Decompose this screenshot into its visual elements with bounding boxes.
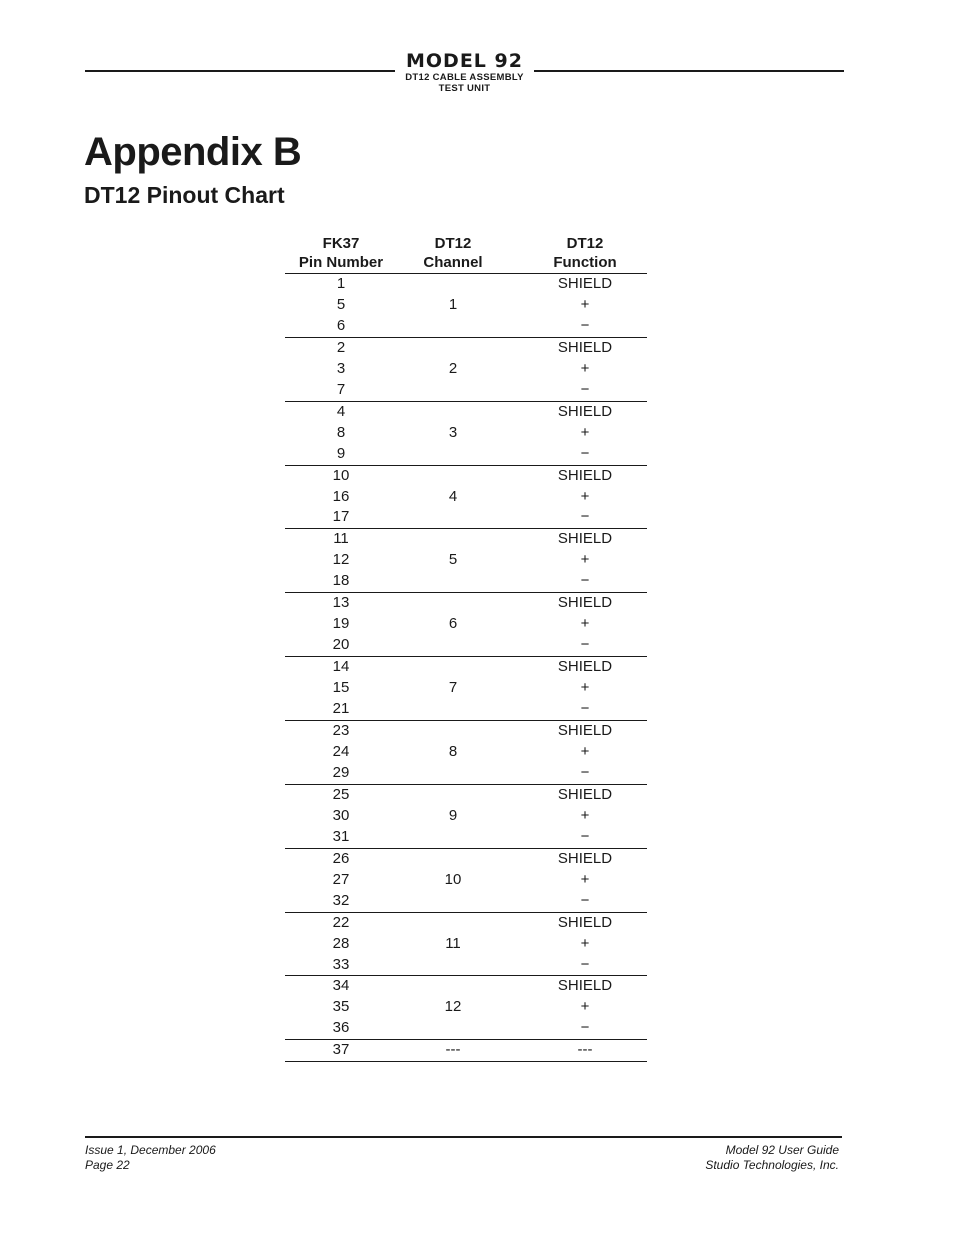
table-row: [285, 614, 647, 635]
channel-cell: [397, 444, 509, 465]
channel-cell: 11: [445, 934, 461, 952]
channel-cell: [397, 976, 509, 997]
pin-number-cell: 28: [332, 934, 350, 952]
table-row: [285, 550, 647, 571]
table-row: [285, 316, 647, 337]
channel-cell: ---: [397, 1040, 509, 1062]
table-row: [285, 507, 647, 528]
channel-cell: 10: [444, 870, 462, 888]
table-row: [285, 465, 647, 486]
channel-cell: 6: [448, 615, 458, 633]
column-header-function: [509, 232, 647, 274]
channel-cell: 5: [448, 551, 458, 569]
channel-cell: [397, 529, 509, 550]
function-cell: +: [580, 998, 590, 1016]
pin-number-cell: 20: [285, 635, 397, 656]
function-cell: −: [509, 955, 647, 976]
function-cell: −: [509, 507, 647, 528]
function-cell: +: [580, 295, 590, 313]
channel-cell: [397, 465, 509, 486]
function-cell: −: [509, 763, 647, 784]
page-title: Appendix B: [84, 130, 302, 174]
table-row: [285, 678, 647, 699]
function-cell: SHIELD: [557, 466, 613, 484]
function-cell: SHIELD: [557, 977, 613, 995]
pin-number-cell: 32: [285, 891, 397, 912]
channel-cell: [397, 912, 509, 933]
pin-number-cell: 33: [285, 955, 397, 976]
function-cell: SHIELD: [557, 849, 613, 867]
function-cell: +: [580, 423, 590, 441]
function-cell: +: [580, 742, 590, 760]
channel-cell: [397, 593, 509, 614]
pin-number-cell: 30: [332, 806, 350, 824]
channel-cell: [397, 657, 509, 678]
table-row: [285, 359, 647, 380]
table-row: [285, 934, 647, 955]
table-row: [285, 593, 647, 614]
pin-number-cell: 24: [332, 742, 350, 760]
footer-left: [85, 1143, 216, 1173]
table-row: [285, 891, 647, 912]
pin-number-cell: 2: [336, 338, 346, 356]
channel-cell: [397, 507, 509, 528]
pin-number-cell: 6: [285, 316, 397, 337]
pin-number-cell: 17: [285, 507, 397, 528]
function-cell: +: [580, 679, 590, 697]
table-header-row: [285, 232, 647, 274]
header-line2: TEST UNIT: [438, 83, 491, 94]
pin-number-cell: 27: [332, 870, 350, 888]
function-cell: +: [580, 806, 590, 824]
function-cell: −: [509, 316, 647, 337]
pin-number-cell: 16: [332, 487, 350, 505]
pin-number-cell: 26: [332, 849, 350, 867]
function-cell: +: [580, 487, 590, 505]
function-cell: −: [509, 444, 647, 465]
pin-number-cell: 9: [285, 444, 397, 465]
channel-cell: [397, 784, 509, 805]
pin-number-cell: 18: [285, 571, 397, 592]
channel-cell: 8: [448, 742, 458, 760]
table-row: [285, 529, 647, 550]
table-row: [285, 401, 647, 422]
channel-cell: [397, 316, 509, 337]
footer-right: [705, 1143, 839, 1173]
channel-cell: [397, 721, 509, 742]
pin-number-cell: 22: [332, 913, 350, 931]
header-rule-left: [85, 70, 395, 72]
page-subtitle: DT12 Pinout Chart: [84, 182, 285, 208]
pin-number-cell: 35: [332, 998, 350, 1016]
footer-rule: [85, 1136, 842, 1138]
table-row: [285, 997, 647, 1018]
pin-number-cell: 23: [332, 722, 350, 740]
column-header-line: Function: [553, 254, 617, 271]
footer-page-number: Page 22: [85, 1158, 130, 1172]
function-cell: SHIELD: [557, 402, 613, 420]
table-row: [285, 635, 647, 656]
table-body: [285, 274, 647, 1062]
table-row: [285, 487, 647, 508]
function-cell: −: [509, 699, 647, 720]
pin-number-cell: 21: [285, 699, 397, 720]
column-header-line: FK37: [322, 235, 360, 252]
function-cell: ---: [509, 1040, 647, 1062]
pin-number-cell: 36: [285, 1018, 397, 1039]
pin-number-cell: 19: [332, 615, 350, 633]
column-header-pin: [285, 232, 397, 274]
pin-number-cell: 14: [332, 658, 350, 676]
table-row: [285, 571, 647, 592]
channel-cell: [397, 571, 509, 592]
channel-cell: [397, 274, 509, 295]
pin-number-cell: 25: [332, 785, 350, 803]
channel-cell: 3: [448, 423, 458, 441]
function-cell: −: [509, 635, 647, 656]
table-row: [285, 976, 647, 997]
function-cell: +: [580, 615, 590, 633]
function-cell: −: [509, 571, 647, 592]
pin-number-cell: 7: [285, 380, 397, 401]
channel-cell: 2: [448, 359, 458, 377]
channel-cell: [397, 337, 509, 358]
pin-number-cell: 1: [336, 275, 346, 292]
channel-cell: 1: [448, 295, 458, 313]
table-row: [285, 827, 647, 848]
channel-cell: [397, 827, 509, 848]
table-row: [285, 337, 647, 358]
pin-number-cell: 37: [285, 1040, 397, 1062]
table-row: [285, 721, 647, 742]
header-logo: [395, 50, 534, 94]
function-cell: SHIELD: [557, 338, 613, 356]
column-header-line: DT12: [566, 235, 604, 252]
function-cell: SHIELD: [557, 658, 613, 676]
function-cell: SHIELD: [557, 785, 613, 803]
channel-cell: [397, 1018, 509, 1039]
channel-cell: 7: [448, 679, 458, 697]
column-header-line: Pin Number: [298, 254, 384, 271]
function-cell: +: [580, 359, 590, 377]
channel-cell: 9: [448, 806, 458, 824]
channel-cell: 12: [444, 998, 462, 1016]
pin-number-cell: 4: [336, 402, 346, 420]
function-cell: +: [580, 870, 590, 888]
channel-cell: [397, 763, 509, 784]
function-cell: −: [509, 1018, 647, 1039]
pin-number-cell: 34: [332, 977, 350, 995]
function-cell: SHIELD: [557, 594, 613, 612]
pin-number-cell: 10: [332, 466, 350, 484]
table-row: [285, 295, 647, 316]
function-cell: SHIELD: [557, 913, 613, 931]
function-cell: −: [509, 380, 647, 401]
function-cell: SHIELD: [557, 275, 613, 292]
table-row: [285, 742, 647, 763]
footer-guide-title: Model 92 User Guide: [725, 1143, 839, 1157]
channel-cell: [397, 891, 509, 912]
pin-number-cell: 3: [336, 359, 346, 377]
function-cell: +: [580, 934, 590, 952]
column-header-channel: [397, 232, 509, 274]
channel-cell: [397, 401, 509, 422]
function-cell: SHIELD: [557, 722, 613, 740]
table-row: [285, 806, 647, 827]
channel-cell: [397, 848, 509, 869]
header-model: MODEL 92: [406, 50, 523, 72]
table-row: [285, 784, 647, 805]
pinout-table: [285, 232, 647, 1062]
channel-cell: [397, 955, 509, 976]
header-line1: DT12 CABLE ASSEMBLY: [405, 72, 524, 83]
table-row: [285, 912, 647, 933]
table-row: [285, 274, 647, 295]
pin-number-cell: 15: [332, 679, 350, 697]
footer-issue: Issue 1, December 2006: [85, 1143, 216, 1157]
column-header-line: DT12: [434, 235, 472, 252]
table-row: [285, 763, 647, 784]
function-cell: +: [580, 551, 590, 569]
table-row: [285, 699, 647, 720]
pin-number-cell: 5: [336, 295, 346, 313]
function-cell: −: [509, 891, 647, 912]
pin-number-cell: 13: [332, 594, 350, 612]
pin-number-cell: 12: [332, 551, 350, 569]
table-row: [285, 1040, 647, 1062]
header-rule-right: [534, 70, 844, 72]
table-row: [285, 848, 647, 869]
table-row: [285, 423, 647, 444]
table-row: [285, 955, 647, 976]
pin-number-cell: 31: [285, 827, 397, 848]
pin-number-cell: 11: [333, 530, 349, 548]
table-row: [285, 380, 647, 401]
channel-cell: [397, 699, 509, 720]
pin-number-cell: 8: [336, 423, 346, 441]
table-row: [285, 657, 647, 678]
channel-cell: 4: [448, 487, 458, 505]
footer-company: Studio Technologies, Inc.: [705, 1158, 839, 1172]
function-cell: SHIELD: [557, 530, 613, 548]
table-row: [285, 444, 647, 465]
pin-number-cell: 29: [285, 763, 397, 784]
table-row: [285, 870, 647, 891]
function-cell: −: [509, 827, 647, 848]
table-row: [285, 1018, 647, 1039]
column-header-line: Channel: [423, 254, 483, 271]
channel-cell: [397, 380, 509, 401]
channel-cell: [397, 635, 509, 656]
